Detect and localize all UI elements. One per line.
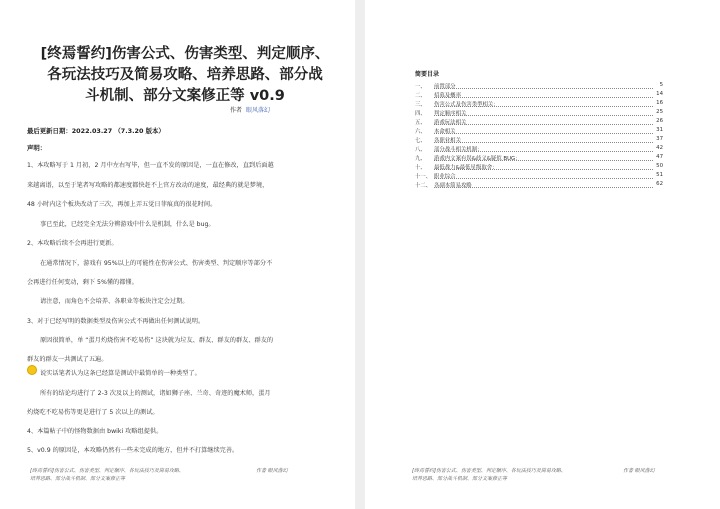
footer-line: 培养思路、部分战斗机制、部分文案修正等	[30, 476, 126, 482]
toc-entry[interactable]	[415, 172, 663, 180]
toc-number: 五、	[415, 120, 426, 126]
smiley-emoji-icon	[27, 365, 37, 375]
toc-page-number: 47	[656, 154, 663, 160]
toc-title: 游戏玩法相关	[434, 120, 467, 126]
title-line: 各玩法技巧及简易攻略、培养思路、部分战	[47, 67, 323, 83]
toc-entry[interactable]	[415, 181, 663, 189]
toc-leader-dots	[434, 133, 653, 134]
toc-number: 一、	[415, 84, 426, 90]
toc-number: 十、	[415, 165, 426, 171]
document-page-left	[0, 0, 355, 509]
page-footer	[412, 467, 692, 483]
toc-title: 前置部分	[434, 84, 456, 90]
paragraph-line: 原因很简单，单 “蛋月灼烧伤害不吃易伤” 这块就为垃友、群友、群友的群友、群友的	[40, 337, 274, 344]
paragraph-line: 请注意，而角色不会培养、各职业等板块注定会过期。	[40, 298, 189, 305]
footer-line: [终焉誓约]伤害公式、伤害类型、判定顺序、各玩法技巧及简易攻略、	[412, 468, 566, 474]
toc-entry[interactable]	[415, 145, 663, 153]
author-label: 作者	[230, 107, 243, 114]
toc-title: 判定顺序相关	[434, 111, 467, 117]
paragraph-line: 48 小时内这个板块改动了三次，再加上弄五觉日菲痕真的很花时间。	[27, 201, 217, 208]
declaration-heading: 声明：	[27, 144, 47, 152]
toc-number: 四、	[415, 111, 426, 117]
paragraph-line: 事已至此，已经完全无法分辨游戏中什么是机制，什么是 bug。	[40, 221, 215, 228]
toc-number: 十二、	[415, 183, 432, 189]
title-line: 斗机制、部分文案修正等 v0.9	[85, 88, 285, 104]
toc-entry[interactable]	[415, 136, 663, 144]
toc-entry[interactable]	[415, 127, 663, 135]
toc-title: 各职业相关	[434, 138, 461, 144]
toc-title: 最低战力&最低星级取舍：	[434, 165, 498, 171]
toc-page-number: 14	[656, 91, 663, 97]
paragraph-line: 2、本攻略后续不会再进行更新。	[27, 240, 118, 247]
document-page-right	[365, 0, 720, 509]
toc-number: 八、	[415, 147, 426, 153]
footer-line: [终焉誓约]伤害公式、伤害类型、判定顺序、各玩法技巧及简易攻略、	[30, 468, 184, 474]
footer-author: 作者 眼风落幻	[623, 468, 655, 474]
toc-leader-dots	[434, 115, 653, 116]
last-updated-date: 最后更新日期：2022.03.27 （7.3.20 版本）	[27, 127, 165, 135]
toc-number: 六、	[415, 129, 426, 135]
toc-page-number: 50	[656, 163, 663, 169]
toc-leader-dots	[434, 124, 653, 125]
toc-entry[interactable]	[415, 109, 663, 117]
toc-leader-dots	[434, 88, 653, 89]
toc-entry[interactable]	[415, 82, 663, 90]
toc-title: 本命相关	[434, 129, 456, 135]
toc-number: 七、	[415, 138, 426, 144]
toc-page-number: 42	[656, 145, 663, 151]
author-line	[230, 105, 270, 114]
toc-title: 游戏内文案有误&歧义&疑似 BUG：	[434, 156, 521, 162]
toc-page-number: 16	[656, 100, 663, 106]
footer-author: 作者 眼风落幻	[256, 468, 288, 474]
paragraph-line: 来越离谱，以至于笔者写攻略的都速度都快赶不上官方改动的速度，最经典的就是梦境，	[27, 182, 269, 189]
toc-page-number: 26	[656, 118, 663, 124]
paragraph-line: 群友的群友一共测试了五遍。	[27, 356, 108, 363]
paragraph-line: 灼烧吃不吃易伤等更是进行了 5 次以上的测试。	[27, 409, 159, 416]
toc-leader-dots	[434, 178, 653, 179]
paragraph-line: 所有的结论均进行了 2-3 次及以上的测试，诸如狮子座、兰奇、奇迹的魔术师，蛋月	[40, 390, 271, 397]
paragraph-line: 说实话笔者认为这条已经算是测试中最简单的一种类型了。	[40, 370, 201, 377]
toc-page-number: 62	[656, 181, 663, 187]
toc-entry[interactable]	[415, 118, 663, 126]
toc-heading: 简要目录	[415, 71, 440, 78]
toc-number: 三、	[415, 102, 426, 108]
toc-leader-dots	[434, 97, 653, 98]
toc-title: 招募及概率	[434, 93, 461, 99]
toc-page-number: 25	[656, 109, 663, 115]
toc-leader-dots	[434, 142, 653, 143]
paragraph-line: 5、v0.9 的原因是，本攻略仍然有一些未完成的地方，但并不打算继续完善。	[27, 447, 239, 454]
toc-title: 伤害公式及伤害类型相关：	[434, 102, 499, 108]
paragraph-line: 1、本攻略写于 1 月初，2 月中左右写毕，但一直不发的原因是，一直在修改，直到后面越	[27, 162, 274, 169]
footer-line: 培养思路、部分战斗机制、部分文案修正等	[412, 476, 508, 482]
toc-title: 各副本简易攻略	[434, 183, 472, 189]
toc-entry[interactable]	[415, 163, 663, 171]
toc-page-number: 51	[656, 172, 663, 178]
toc-title: 部分战斗相关机制：	[434, 147, 483, 153]
author-name-link[interactable]: 眼风落幻	[246, 107, 271, 114]
toc-entry[interactable]	[415, 91, 663, 99]
paragraph-line: 3、对于已经写明的数据类型及伤害公式不再做出任何测试说明。	[27, 318, 205, 325]
toc-number: 十一、	[415, 174, 432, 180]
paragraph-line: 4、本篇帖子中的怪物数据由 bwiki 攻略组提供。	[27, 428, 163, 435]
paragraph-line: 在通常情况下，游戏有 95%以上的可能性在伤害公式、伤害类型、判定顺序等部分不	[40, 260, 273, 267]
toc-entry[interactable]	[415, 100, 663, 108]
toc-number: 九、	[415, 156, 426, 162]
toc-entry[interactable]	[415, 154, 663, 162]
toc-page-number: 37	[656, 136, 663, 142]
page-footer	[30, 467, 330, 483]
title-line: [终焉誓约]伤害公式、伤害类型、判定顺序、	[40, 46, 330, 62]
toc-page-number: 5	[659, 82, 663, 88]
paragraph-line: 会再进行任何变动，剩下 5%懂的都懂。	[27, 279, 138, 286]
toc-title: 职业综合	[434, 174, 456, 180]
toc-number: 二、	[415, 93, 426, 99]
document-title	[40, 44, 330, 107]
toc-page-number: 31	[656, 127, 663, 133]
